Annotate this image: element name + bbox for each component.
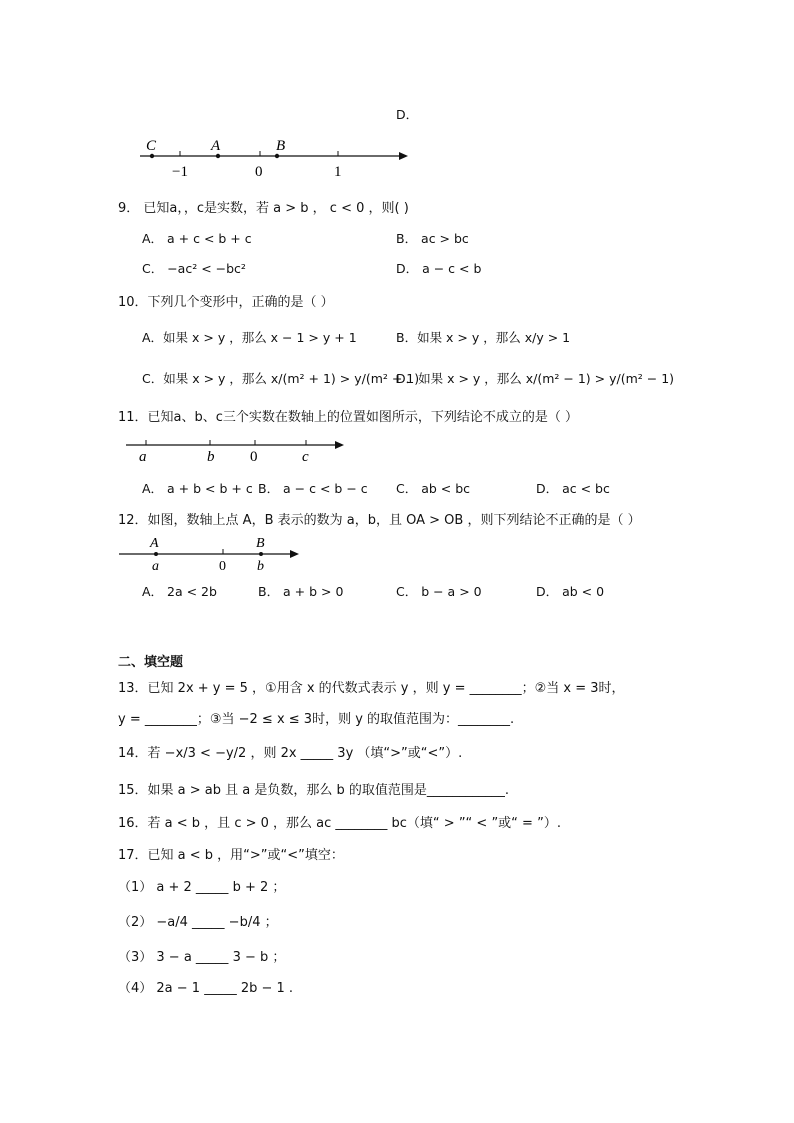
q17-item-4: （4） 2a − 1 _____ 2b − 1 .	[118, 981, 294, 996]
q11-option-d: D． ac < bc	[536, 481, 610, 496]
q10-option-d: D．如果 x > y ，那么 x/(m² − 1) > y/(m² − 1)	[396, 371, 675, 386]
tick-1: 1	[334, 164, 342, 180]
section-title: 二、填空题	[118, 655, 184, 670]
q17-stem: 17．已知 a < b ，用“>”或“<”填空：	[118, 848, 344, 863]
point-a	[216, 154, 220, 158]
q9-option-c: C． −ac² < −bc²	[142, 261, 246, 276]
q17-item-1: （1） a + 2 _____ b + 2 ；	[118, 880, 286, 895]
q10-option-b: B．如果 x > y ，那么 x/y > 1	[396, 330, 571, 345]
q11-stem: 11．已知a、b、c三个实数在数轴上的位置如图所示，下列结论不成立的是（ ）	[118, 410, 579, 425]
q12-option-d: D． ab < 0	[536, 584, 605, 599]
q9-option-a: A． a + c < b + c	[142, 231, 252, 246]
label-point-a: A	[150, 536, 159, 551]
q17-item-2: （2） −a/4 _____ −b/4 ；	[118, 915, 278, 930]
point-c	[150, 154, 154, 158]
q11-option-a: A． a + b < b + c	[142, 481, 253, 496]
q15-text: 15．如果 a > ab 且 a 是负数，那么 b 的取值范围是____________.	[118, 783, 510, 798]
q9-option-d: D． a − c < b	[396, 261, 482, 276]
label-zero: 0	[219, 559, 226, 574]
q10-stem: 10．下列几个变形中，正确的是（ ）	[118, 295, 334, 310]
point-a	[154, 552, 158, 556]
q8-option-d: D．	[396, 107, 419, 122]
q14-text: 14．若 −x/3 < −y/2 ，则 2x _____ 3y （填“>”或“<”）.	[118, 746, 463, 761]
q11-number-line	[120, 434, 355, 466]
tick-neg1: −1	[172, 164, 188, 180]
label-point-b: B	[256, 536, 265, 551]
q12-number-line	[115, 532, 310, 576]
point-b	[259, 552, 263, 556]
label-b: b	[257, 559, 264, 574]
q13-line2: y = ________；③当 −2 ≤ x ≤ 3时，则 y 的取值范围为：________.	[118, 712, 515, 727]
q8-number-line	[130, 130, 420, 182]
q11-option-b: B． a − c < b − c	[258, 481, 368, 496]
point-b	[275, 154, 279, 158]
tick-0: 0	[255, 164, 263, 180]
q17-item-3: （3） 3 − a _____ 3 − b ；	[118, 950, 286, 965]
q12-stem: 12．如图，数轴上点 A，B 表示的数为 a，b，且 OA > OB ，则下列结论不正确的是（ ）	[118, 513, 641, 528]
label-b: B	[276, 138, 286, 154]
label-b: b	[207, 449, 215, 465]
label-c: C	[146, 138, 157, 154]
q11-option-c: C． ab < bc	[396, 481, 471, 496]
label-a: a	[139, 449, 147, 465]
label-zero: 0	[250, 449, 258, 465]
q9-option-b: B． ac > bc	[396, 231, 469, 246]
label-c: c	[302, 449, 309, 465]
q16-text: 16．若 a < b ，且 c > 0 ，那么 ac ________ bc（填“ > ”“ < ”或“ = ”）.	[118, 816, 561, 831]
q10-option-a: A．如果 x > y ，那么 x − 1 > y + 1	[142, 330, 357, 345]
q12-option-a: A． 2a < 2b	[142, 584, 217, 599]
q12-option-b: B． a + b > 0	[258, 584, 344, 599]
label-a: A	[211, 138, 221, 154]
label-a: a	[152, 559, 159, 574]
q9-stem: 9． 已知a，，c是实数，若 a > b ， c < 0 ，则( )	[118, 201, 409, 216]
q10-option-c: C．如果 x > y ，那么 x/(m² + 1) > y/(m² + 1)	[142, 371, 420, 386]
q13-line1: 13．已知 2x + y = 5 ，①用含 x 的代数式表示 y ，则 y = ________；②当 x = 3时，	[118, 681, 625, 696]
q12-option-c: C． b − a > 0	[396, 584, 482, 599]
